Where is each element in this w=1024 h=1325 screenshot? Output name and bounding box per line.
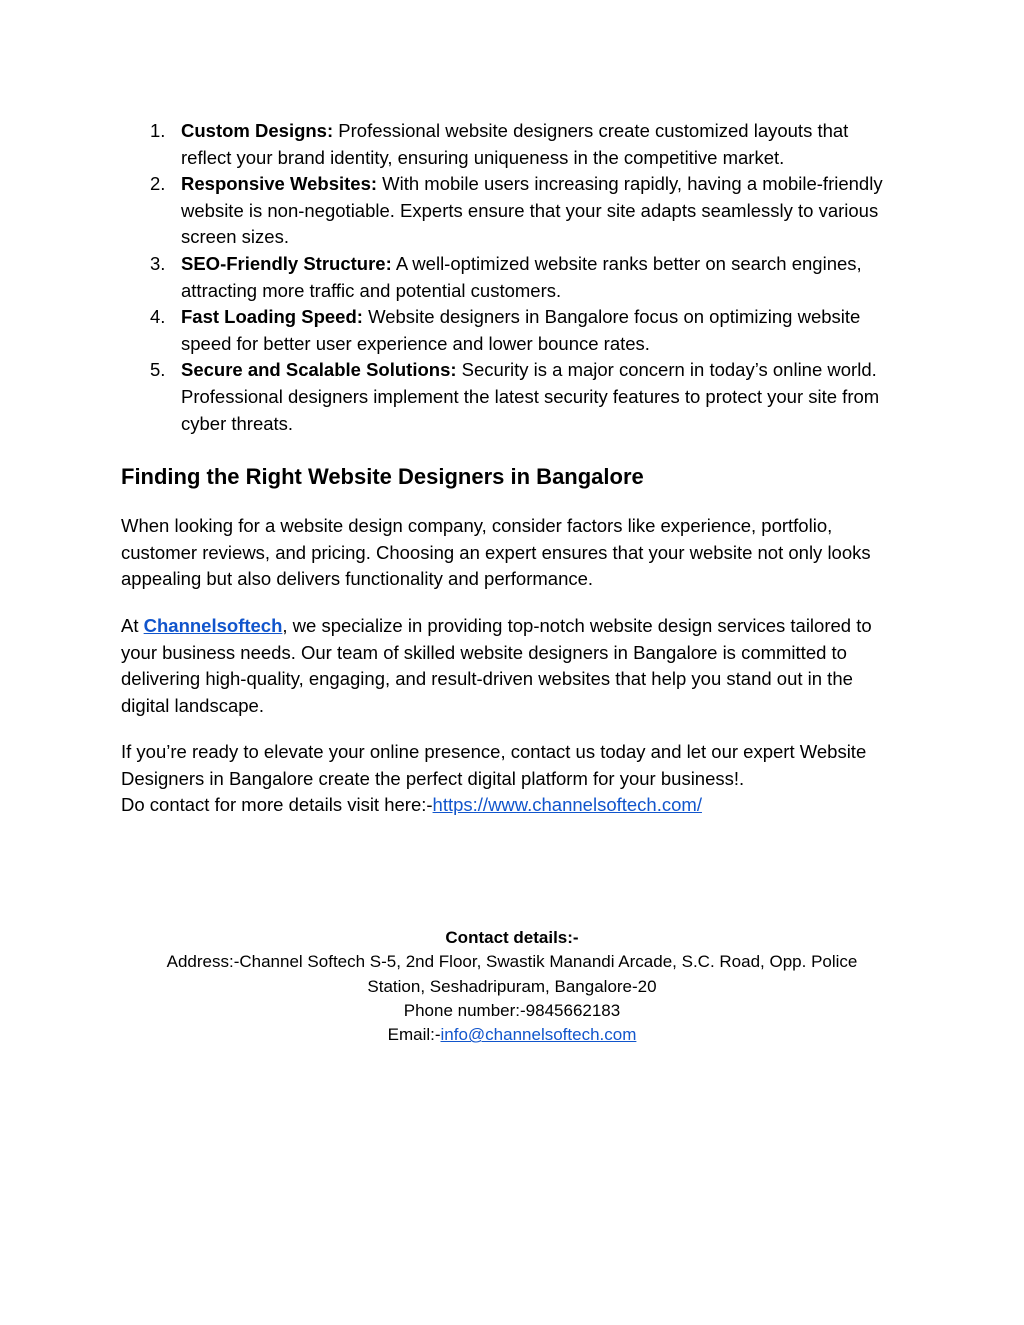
list-item-term: Secure and Scalable Solutions: (181, 359, 457, 381)
website-link[interactable]: https://www.channelsoftech.com/ (432, 794, 702, 816)
list-item-text: Professional website designers create customized layouts that reflect your brand identity, ensuring uniqueness in the competitive market. (181, 120, 849, 168)
list-item (121, 118, 901, 171)
contact-heading: Contact details:- (445, 928, 579, 947)
list-item-term: SEO-Friendly Structure: (181, 252, 392, 274)
email-link[interactable]: info@channelsoftech.com (440, 1025, 637, 1045)
list-item (121, 304, 901, 357)
contact-phone: Phone number:-9845662183 (403, 1000, 621, 1020)
paragraph-cta-line: If you’re ready to elevate your online presence, contact us today and let our expert Website Designers in Bangalore create the perfect digital platform for your business!. (121, 741, 867, 789)
list-item-term: Responsive Websites: (181, 173, 378, 195)
list-item-number: 4. (150, 306, 166, 328)
list-item-number: 1. (150, 120, 166, 141)
list-item-text: Security is a major concern in today’s online world. Professional designers implement the latest security features to protect your site from cyber threats. (181, 359, 880, 434)
list-item-number: 2. (150, 173, 166, 195)
channelsoftech-link[interactable]: Channelsoftech (143, 614, 283, 636)
list-item-text: Website designers in Bangalore focus on optimizing website speed for better user experience and lower bounce rates. (181, 306, 861, 354)
paragraph-cta-prefix: Do contact for more details visit here:- (121, 794, 433, 816)
contact-address-line: Address:-Channel Softech S-5, 2nd Floor, Swastik Manandi Arcade, S.C. Road, Opp. Police (166, 952, 858, 972)
contact-email (0, 1023, 1024, 1047)
list-item-term: Custom Designs: (181, 120, 334, 141)
list-item (121, 171, 901, 251)
paragraph-company-prefix: At (121, 614, 144, 636)
list-item (121, 251, 901, 304)
list-item-number: 3. (150, 252, 166, 274)
list-item-number: 5. (150, 359, 166, 381)
list-item-term: Fast Loading Speed: (181, 306, 363, 328)
list-item-text: With mobile users increasing rapidly, having a mobile-friendly website is non-negotiable. Experts ensure that your site adapts seamlessly to various screen sizes. (181, 173, 883, 248)
contact-email-prefix: Email:- (387, 1025, 441, 1045)
paragraph-factors: When looking for a website design company, consider factors like experience, portfolio, customer reviews, and pricing. Choosing an expert ensures that your website not only looks appealing but also delivers functionality and performance. (121, 515, 871, 590)
list-item (121, 357, 901, 437)
paragraph-cta (121, 739, 901, 819)
paragraph-company-suffix: , we specialize in providing top-notch website design services tailored to your business needs. Our team of skilled website designers in Bangalore is committed to delivering high-quality, engaging, and result-driven websites that help you stand out in the digital landscape. (121, 614, 872, 716)
features-list (121, 118, 901, 437)
contact-details (0, 926, 1024, 1047)
paragraph-company (121, 613, 901, 719)
section-heading: Finding the Right Website Designers in Bangalore (121, 464, 644, 490)
list-item-text: A well-optimized website ranks better on search engines, attracting more traffic and potential customers. (181, 252, 862, 301)
contact-address-line: Station, Seshadripuram, Bangalore-20 (367, 976, 657, 996)
document-page (121, 118, 901, 819)
